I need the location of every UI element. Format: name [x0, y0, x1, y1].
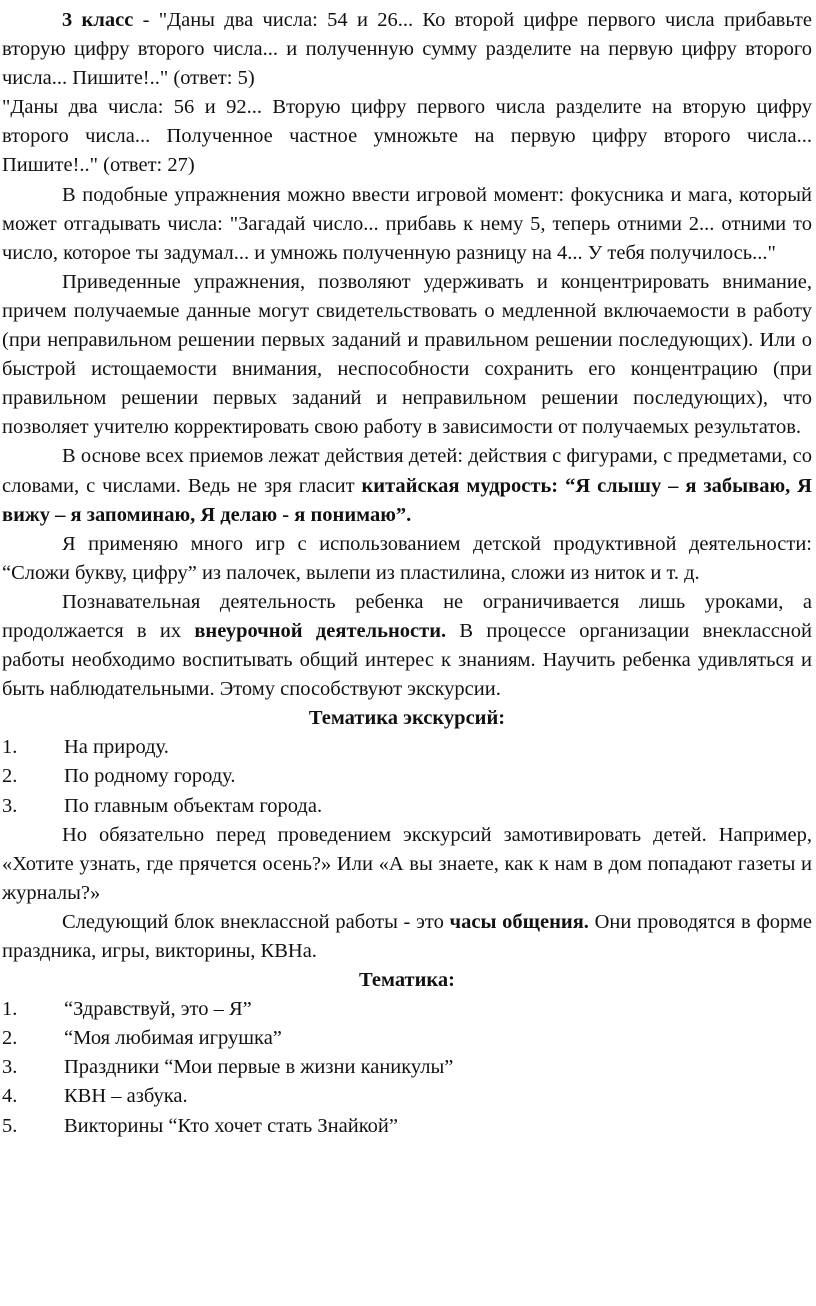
paragraph-communication-hours [2, 908, 812, 966]
list-number: 1. [2, 736, 18, 759]
list-number: 1. [2, 998, 18, 1021]
list-number: 2. [2, 1027, 18, 1050]
list-text: Праздники “Мои первые в жизни каникулы” [64, 1056, 454, 1079]
heading-excursions: Тематика экскурсий: [308, 707, 506, 730]
excursions-list [2, 733, 812, 820]
communication-text-1: Следующий блок внеклассной работы - это [62, 910, 450, 933]
list-number: 3. [2, 794, 18, 817]
heading-topics: Тематика: [359, 969, 455, 992]
extracurricular-bold: внеурочной деятельности. [194, 619, 447, 642]
extracurricular-text-1: Познавательная деятельность ребенка не ограничивается лишь уроками, а продолжается в их [2, 590, 812, 642]
list-number: 3. [2, 1056, 18, 1079]
list-item [2, 762, 812, 791]
list-text: Викторины “Кто хочет стать Знайкой” [64, 1114, 398, 1137]
topics-list [2, 995, 812, 1140]
list-text: “Моя любимая игрушка” [64, 1027, 282, 1050]
list-text: По родному городу. [64, 765, 236, 788]
extracurricular-text-2: В процессе организации внеклассной работы необходимо воспитывать общий интерес к знаниям. Научить ребенка удивляться и быть наблюдательными. Этому способствуют экскурсии. [2, 619, 812, 701]
grade-label: 3 класс [62, 9, 134, 31]
list-number: 5. [2, 1114, 18, 1137]
list-item [2, 1112, 812, 1141]
list-item [2, 995, 812, 1024]
list-text: “Здравствуй, это – Я” [64, 998, 252, 1021]
wisdom-intro: В основе всех приемов лежат действия детей: действия с фигурами, с предметами, со словами, с числами. Ведь не зря гласит [2, 445, 812, 497]
list-number: 2. [2, 765, 18, 788]
list-item [2, 1082, 812, 1111]
paragraph-second-task: "Даны два числа: 56 и 92... Вторую цифру первого числа разделите на вторую цифру второго числа... Полученное частное умножьте на первую цифру второго числа... Пишите!.." (ответ: 27) [2, 96, 812, 177]
communication-text-2: Они проводятся в форме праздника, игры, викторины, КВНа. [2, 910, 812, 962]
wisdom-quote: китайская мудрость: “Я слышу – я забываю, Я вижу – я запоминаю, Я делаю - я понимаю”. [2, 474, 812, 526]
paragraph-chinese-wisdom [2, 442, 812, 529]
paragraph-motivation: Но обязательно перед проведением экскурсий замотивировать детей. Например, «Хотите узнать, где прячется осень?» Или «А вы знаете, как к нам в дом попадают газеты и журналы?» [2, 823, 812, 904]
task-text: - "Даны два числа: 54 и 26... Ко второй цифре первого числа прибавьте вторую цифру второго числа... и полученную сумму разделите на первую цифру второго числа... Пишите!.." (ответ: 5) [2, 9, 812, 90]
list-number: 4. [2, 1085, 18, 1108]
paragraph-attention: Приведенные упражнения, позволяют удерживать и концентрировать внимание, причем получаемые данные могут свидетельствовать о медленной включаемости в работу (при неправильном решении первых заданий и правильном решении последующих). Или о быстрой истощаемости внимания, неспособности сохранить его концентрацию (при правильном решении первых заданий и неправильном решении последующих), что позволяет учителю корректировать свою работу в зависимости от получаемых результатов. [2, 270, 812, 439]
paragraph-extracurricular [2, 588, 812, 704]
communication-bold: часы общения. [449, 910, 589, 933]
paragraph-productive-games: Я применяю много игр с использованием детской продуктивной деятельности: “Сложи букву, цифру” из палочек, вылепи из пластилина, сложи из ниток и т. д. [2, 532, 812, 584]
list-item [2, 1053, 812, 1082]
list-item [2, 733, 812, 762]
list-text: КВН – азбука. [64, 1085, 188, 1108]
paragraph-grade3-task [2, 6, 812, 93]
list-text: По главным объектам города. [64, 794, 323, 817]
list-item [2, 792, 812, 821]
list-item [2, 1024, 812, 1053]
list-text: На природу. [64, 736, 169, 759]
paragraph-game-moment: В подобные упражнения можно ввести игровой момент: фокусника и мага, который может отгадывать числа: "Загадай число... прибавь к нему 5, теперь отними 2... отними то число, которое ты задумал... и умножь полученную разницу на 4... У тебя получилось..." [2, 183, 812, 264]
